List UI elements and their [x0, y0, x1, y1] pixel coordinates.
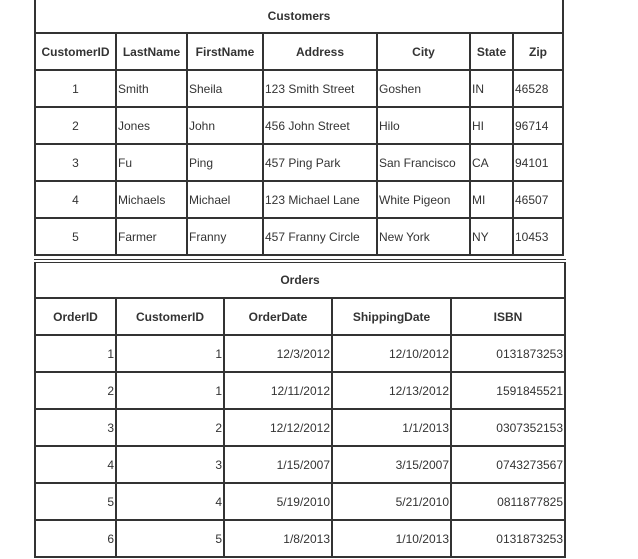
table-cell: 3 [35, 409, 116, 446]
column-header: CustomerID [35, 33, 116, 70]
table-row [35, 520, 565, 557]
table-cell: 1 [116, 335, 224, 372]
table-cell: 46528 [513, 70, 563, 107]
table-cell: NY [470, 218, 513, 255]
table-cell: 2 [116, 409, 224, 446]
table-cell: Franny [187, 218, 263, 255]
table-cell: 1591845521 [451, 372, 565, 409]
orders-title: Orders [35, 261, 565, 298]
table-cell: 12/12/2012 [224, 409, 332, 446]
column-header: LastName [116, 33, 187, 70]
table-cell: 4 [35, 446, 116, 483]
table-cell: 3 [116, 446, 224, 483]
column-header: ShippingDate [332, 298, 451, 335]
table-cell: 1/8/2013 [224, 520, 332, 557]
table-cell: 94101 [513, 144, 563, 181]
table-cell: 1/1/2013 [332, 409, 451, 446]
table-cell: 0131873253 [451, 520, 565, 557]
table-cell: Sheila [187, 70, 263, 107]
table-row [35, 409, 565, 446]
column-header: FirstName [187, 33, 263, 70]
table-cell: 12/13/2012 [332, 372, 451, 409]
table-cell: New York [377, 218, 470, 255]
table-cell: 1 [35, 70, 116, 107]
table-cell: 12/10/2012 [332, 335, 451, 372]
table-cell: Ping [187, 144, 263, 181]
column-header: OrderID [35, 298, 116, 335]
customers-table [34, 0, 564, 256]
column-header: OrderDate [224, 298, 332, 335]
table-row [35, 446, 565, 483]
table-cell: 457 Franny Circle [263, 218, 377, 255]
table-row [35, 144, 563, 181]
column-header: Zip [513, 33, 563, 70]
column-header: ISBN [451, 298, 565, 335]
table-row [35, 107, 563, 144]
table-cell: IN [470, 70, 513, 107]
table-cell: 5 [35, 483, 116, 520]
table-cell: 46507 [513, 181, 563, 218]
column-header: Address [263, 33, 377, 70]
table-cell: Michael [187, 181, 263, 218]
table-cell: 0743273567 [451, 446, 565, 483]
orders-table [34, 259, 566, 558]
table-cell: 457 Ping Park [263, 144, 377, 181]
table-cell: 1/15/2007 [224, 446, 332, 483]
table-cell: White Pigeon [377, 181, 470, 218]
table-cell: 3 [35, 144, 116, 181]
table-cell: San Francisco [377, 144, 470, 181]
table-cell: 6 [35, 520, 116, 557]
table-cell: CA [470, 144, 513, 181]
table-cell: 10453 [513, 218, 563, 255]
table-cell: 5 [35, 218, 116, 255]
table-cell: 5/19/2010 [224, 483, 332, 520]
table-cell: 5 [116, 520, 224, 557]
table-cell: 123 Michael Lane [263, 181, 377, 218]
table-cell: Hilo [377, 107, 470, 144]
table-row [35, 372, 565, 409]
table-row [35, 70, 563, 107]
column-header: CustomerID [116, 298, 224, 335]
table-row [35, 218, 563, 255]
table-cell: Jones [116, 107, 187, 144]
table-cell: 0131873253 [451, 335, 565, 372]
column-header: State [470, 33, 513, 70]
table-cell: 456 John Street [263, 107, 377, 144]
column-header: City [377, 33, 470, 70]
table-row [35, 181, 563, 218]
table-cell: Smith [116, 70, 187, 107]
table-cell: 0307352153 [451, 409, 565, 446]
table-cell: 3/15/2007 [332, 446, 451, 483]
table-cell: 2 [35, 372, 116, 409]
table-cell: 1/10/2013 [332, 520, 451, 557]
table-cell: Michaels [116, 181, 187, 218]
table-cell: 0811877825 [451, 483, 565, 520]
customers-header-row [35, 33, 563, 70]
table-cell: 12/3/2012 [224, 335, 332, 372]
table-cell: 5/21/2010 [332, 483, 451, 520]
table-cell: 1 [116, 372, 224, 409]
table-row [35, 483, 565, 520]
table-cell: Fu [116, 144, 187, 181]
table-cell: 1 [35, 335, 116, 372]
customers-title: Customers [35, 0, 563, 33]
table-cell: HI [470, 107, 513, 144]
table-cell: 12/11/2012 [224, 372, 332, 409]
table-cell: 4 [116, 483, 224, 520]
table-cell: 2 [35, 107, 116, 144]
table-cell: MI [470, 181, 513, 218]
table-cell: Goshen [377, 70, 470, 107]
table-cell: 4 [35, 181, 116, 218]
table-cell: 96714 [513, 107, 563, 144]
table-cell: 123 Smith Street [263, 70, 377, 107]
table-cell: Farmer [116, 218, 187, 255]
table-row [35, 335, 565, 372]
table-cell: John [187, 107, 263, 144]
orders-header-row [35, 298, 565, 335]
